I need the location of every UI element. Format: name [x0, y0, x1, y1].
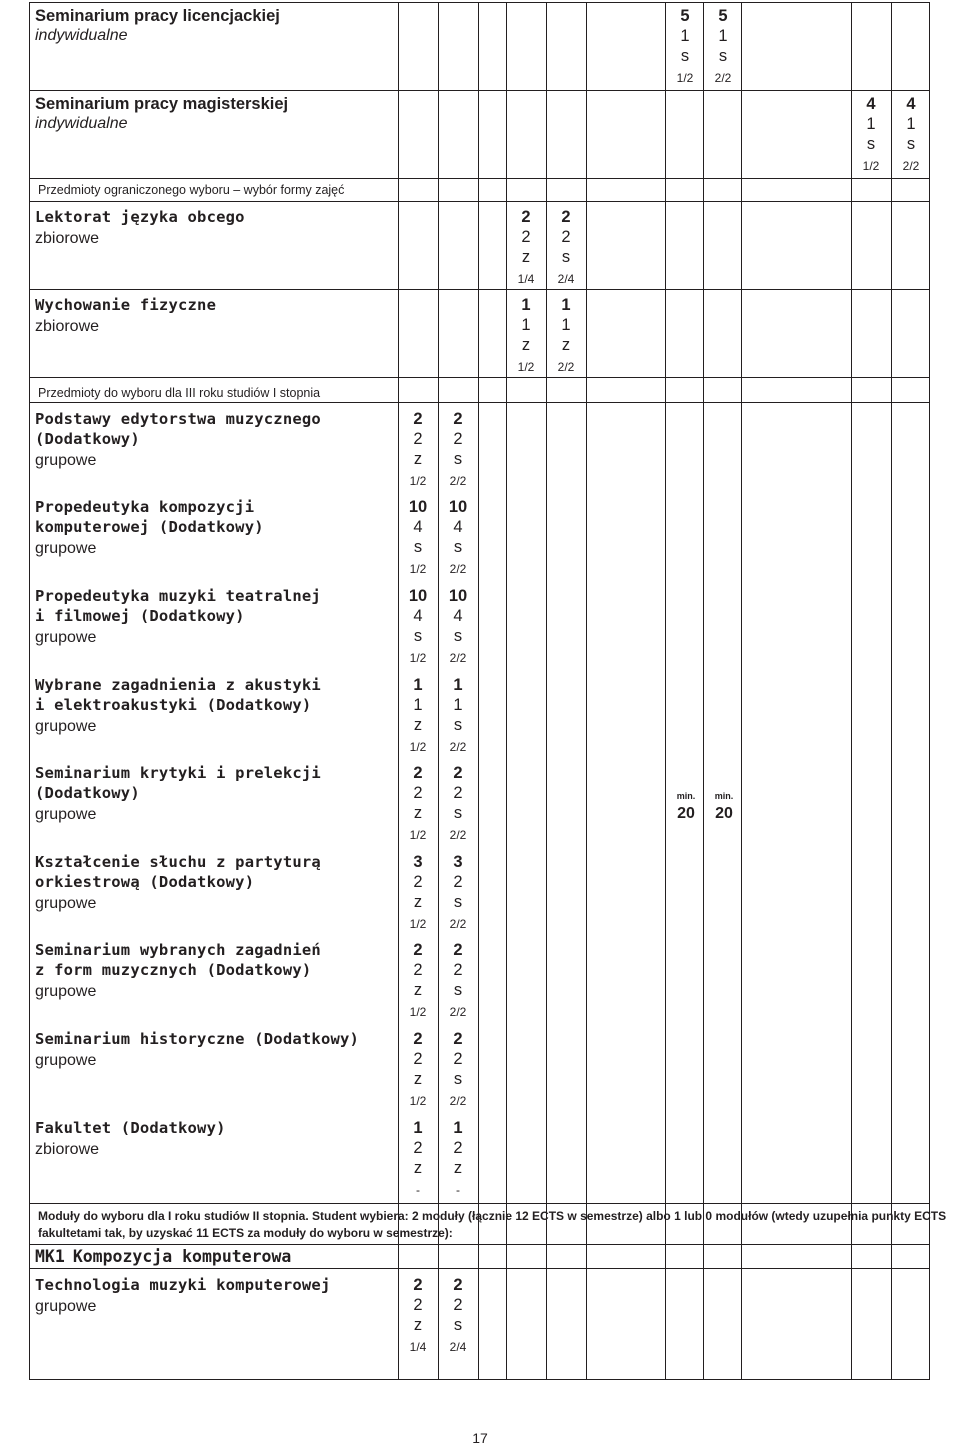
- form-value: z: [413, 981, 423, 999]
- hours-value: 2: [453, 1139, 463, 1157]
- ects-cell: [438, 1029, 478, 1111]
- form-value: s: [453, 716, 463, 734]
- course-type: grupowe: [35, 718, 97, 735]
- page-number: 17: [472, 1430, 488, 1446]
- ects-cell: [398, 1275, 438, 1357]
- ects-cell: [438, 763, 478, 845]
- form-value: s: [866, 135, 876, 153]
- hours-value: 2: [413, 1050, 423, 1068]
- ects-cell: [398, 852, 438, 934]
- course-type: indywidualne: [35, 115, 128, 132]
- ects-value: 4: [906, 95, 916, 113]
- ects-value: 2: [453, 941, 463, 959]
- section-header-limited-choice: Przedmioty ograniczonego wyboru – wybór formy zajęć: [38, 183, 345, 197]
- hours-value: 2: [413, 873, 423, 891]
- hours-value: 4: [413, 607, 423, 625]
- semester-value: -: [416, 1183, 420, 1197]
- form-value: z: [453, 1159, 463, 1177]
- ects-cell: [438, 1275, 478, 1357]
- course-type: indywidualne: [35, 27, 128, 44]
- module-code: MK1: [35, 1247, 65, 1266]
- course-name: Seminarium pracy magisterskiej: [35, 95, 289, 113]
- form-value: z: [413, 716, 423, 734]
- min-value: 20: [677, 805, 695, 822]
- hours-value: 4: [453, 518, 463, 536]
- hours-value: 2: [561, 228, 571, 246]
- ects-value: 10: [448, 587, 468, 605]
- ects-value: 10: [408, 587, 428, 605]
- ects-value: 1: [453, 676, 463, 694]
- form-value: z: [413, 893, 423, 911]
- ects-cell: [398, 1118, 438, 1200]
- min-ects-cell: [704, 791, 744, 823]
- form-value: z: [561, 336, 571, 354]
- ects-value: 3: [453, 853, 463, 871]
- semester-value: 1/4: [409, 1340, 427, 1354]
- min-label: min.: [676, 791, 696, 801]
- semester-value: 1/2: [409, 562, 427, 576]
- semester-value: 1/2: [409, 1005, 427, 1019]
- course-name: Seminarium pracy licencjackiej: [35, 7, 280, 25]
- hours-value: 4: [413, 518, 423, 536]
- semester-value: 2/2: [714, 71, 732, 85]
- form-value: s: [453, 1316, 463, 1334]
- ects-value: 2: [453, 764, 463, 782]
- hours-value: 2: [521, 228, 531, 246]
- semester-value: 1/2: [409, 917, 427, 931]
- module-header: [35, 1247, 299, 1266]
- form-value: z: [413, 1316, 423, 1334]
- ects-value: 2: [413, 941, 423, 959]
- semester-value: 1/4: [517, 272, 535, 286]
- form-value: s: [413, 538, 423, 556]
- semester-value: 1/2: [409, 651, 427, 665]
- form-value: s: [561, 248, 571, 266]
- ects-value: 1: [413, 1119, 423, 1137]
- hours-value: 1: [413, 696, 423, 714]
- course-type: grupowe: [35, 540, 97, 557]
- course-name: Seminarium krytyki i prelekcji (Dodatkowy): [35, 764, 321, 802]
- semester-value: 1/2: [676, 71, 694, 85]
- hours-value: 4: [453, 607, 463, 625]
- course-type: grupowe: [35, 806, 97, 823]
- form-value: z: [413, 450, 423, 468]
- ects-cell: [438, 940, 478, 1022]
- form-value: s: [453, 538, 463, 556]
- semester-value: 2/4: [449, 1340, 467, 1354]
- ects-cell: [703, 6, 743, 88]
- course-type: grupowe: [35, 629, 97, 646]
- hours-value: 2: [453, 1296, 463, 1314]
- form-value: s: [453, 450, 463, 468]
- ects-cell: [438, 409, 478, 491]
- semester-value: 2/2: [557, 360, 575, 374]
- hours-value: 2: [453, 784, 463, 802]
- ects-value: 10: [448, 498, 468, 516]
- ects-value: 2: [413, 410, 423, 428]
- ects-value: 2: [413, 1276, 423, 1294]
- hours-value: 1: [718, 27, 728, 45]
- hours-value: 2: [413, 1296, 423, 1314]
- course-name: Propedeutyka muzyki teatralnej i filmowej (Dodatkowy): [35, 587, 321, 625]
- hours-value: 1: [866, 115, 876, 133]
- hours-value: 1: [453, 696, 463, 714]
- ects-cell: [398, 586, 438, 668]
- ects-value: 3: [413, 853, 423, 871]
- semester-value: 2/2: [902, 159, 920, 173]
- hours-value: 1: [906, 115, 916, 133]
- course-name: Lektorat języka obcego: [35, 208, 245, 226]
- form-value: s: [680, 47, 690, 65]
- course-name: Wychowanie fizyczne: [35, 296, 217, 314]
- ects-value: 2: [521, 208, 531, 226]
- course-type: zbiorowe: [35, 230, 100, 247]
- semester-value: 2/2: [449, 1005, 467, 1019]
- semester-value: 2/2: [449, 474, 467, 488]
- form-value: z: [521, 248, 531, 266]
- semester-value: -: [456, 1183, 460, 1197]
- ects-cell: [398, 1029, 438, 1111]
- hours-value: 2: [453, 430, 463, 448]
- ects-value: 1: [413, 676, 423, 694]
- hours-value: 1: [521, 316, 531, 334]
- ects-cell: [438, 675, 478, 757]
- ects-cell: [398, 497, 438, 579]
- ects-value: 5: [680, 7, 690, 25]
- form-value: s: [453, 627, 463, 645]
- semester-value: 2/2: [449, 562, 467, 576]
- hours-value: 2: [413, 961, 423, 979]
- course-type: grupowe: [35, 452, 97, 469]
- ects-cell: [891, 94, 931, 176]
- form-value: s: [413, 627, 423, 645]
- course-name: Technologia muzyki komputerowej: [35, 1276, 331, 1294]
- ects-cell: [546, 207, 586, 289]
- hours-value: 2: [413, 1139, 423, 1157]
- semester-value: 1/2: [409, 1094, 427, 1108]
- ects-value: 10: [408, 498, 428, 516]
- form-value: s: [453, 1070, 463, 1088]
- course-name: Wybrane zagadnienia z akustyki i elektroakustyki (Dodatkowy): [35, 676, 321, 714]
- hours-value: 2: [413, 430, 423, 448]
- section-header-modules: Moduły do wyboru dla I roku studiów II stopnia. Student wybiera: 2 moduły (łącznie 12 ECTS w semestrze) albo 1 lub 0 modułów (wtedy uzupełnia punkty ECTS fakultetami tak, by uzyskać 11 ECTS za moduły do wyboru w semestrze):: [38, 1209, 947, 1240]
- course-type: grupowe: [35, 1298, 97, 1315]
- ects-value: 1: [561, 296, 571, 314]
- semester-value: 2/2: [449, 740, 467, 754]
- ects-cell: [438, 586, 478, 668]
- min-label: min.: [714, 791, 734, 801]
- ects-cell: [506, 207, 546, 289]
- ects-cell: [438, 497, 478, 579]
- ects-value: 1: [521, 296, 531, 314]
- ects-value: 1: [453, 1119, 463, 1137]
- ects-cell: [665, 6, 705, 88]
- semester-value: 2/2: [449, 917, 467, 931]
- semester-value: 1/2: [409, 474, 427, 488]
- course-type: grupowe: [35, 895, 97, 912]
- course-type: zbiorowe: [35, 318, 100, 335]
- ects-cell: [398, 763, 438, 845]
- semester-value: 2/2: [449, 651, 467, 665]
- course-name: Podstawy edytorstwa muzycznego (Dodatkowy): [35, 410, 321, 448]
- course-type: zbiorowe: [35, 1141, 100, 1158]
- course-type: grupowe: [35, 983, 97, 1000]
- hours-value: 2: [453, 961, 463, 979]
- min-value: 20: [715, 805, 733, 822]
- form-value: s: [718, 47, 728, 65]
- course-name: Fakultet (Dodatkowy): [35, 1119, 226, 1137]
- course-name: Propedeutyka kompozycji komputerowej (Dodatkowy): [35, 498, 264, 536]
- semester-value: 1/2: [409, 740, 427, 754]
- semester-value: 2/4: [557, 272, 575, 286]
- form-value: z: [521, 336, 531, 354]
- semester-value: 1/2: [517, 360, 535, 374]
- min-ects-cell: [666, 791, 706, 823]
- form-value: z: [413, 1070, 423, 1088]
- hours-value: 2: [453, 1050, 463, 1068]
- semester-value: 2/2: [449, 828, 467, 842]
- ects-value: 4: [866, 95, 876, 113]
- form-value: s: [906, 135, 916, 153]
- form-value: s: [453, 893, 463, 911]
- semester-value: 1/2: [862, 159, 880, 173]
- ects-value: 2: [413, 1030, 423, 1048]
- form-value: s: [453, 804, 463, 822]
- semester-value: 2/2: [449, 1094, 467, 1108]
- hours-value: 1: [680, 27, 690, 45]
- ects-cell: [438, 852, 478, 934]
- semester-value: 1/2: [409, 828, 427, 842]
- ects-value: 2: [561, 208, 571, 226]
- form-value: z: [413, 1159, 423, 1177]
- ects-value: 2: [453, 1276, 463, 1294]
- ects-cell: [851, 94, 891, 176]
- section-header-third-year-electives: Przedmioty do wyboru dla III roku studiów I stopnia: [38, 386, 321, 400]
- ects-cell: [398, 409, 438, 491]
- ects-value: 2: [453, 1030, 463, 1048]
- ects-value: 5: [718, 7, 728, 25]
- course-name: Kształcenie słuchu z partyturą orkiestrową (Dodatkowy): [35, 853, 321, 891]
- hours-value: 2: [413, 784, 423, 802]
- ects-cell: [546, 295, 586, 377]
- ects-cell: [398, 675, 438, 757]
- ects-cell: [506, 295, 546, 377]
- hours-value: 1: [561, 316, 571, 334]
- form-value: s: [453, 981, 463, 999]
- ects-cell: [438, 1118, 478, 1200]
- ects-cell: [398, 940, 438, 1022]
- module-title: Kompozycja komputerowa: [72, 1247, 292, 1266]
- course-type: grupowe: [35, 1052, 97, 1069]
- ects-value: 2: [453, 410, 463, 428]
- form-value: z: [413, 804, 423, 822]
- course-name: Seminarium historyczne (Dodatkowy): [35, 1030, 360, 1048]
- course-name: Seminarium wybranych zagadnień z form muzycznych (Dodatkowy): [35, 941, 321, 979]
- ects-value: 2: [413, 764, 423, 782]
- hours-value: 2: [453, 873, 463, 891]
